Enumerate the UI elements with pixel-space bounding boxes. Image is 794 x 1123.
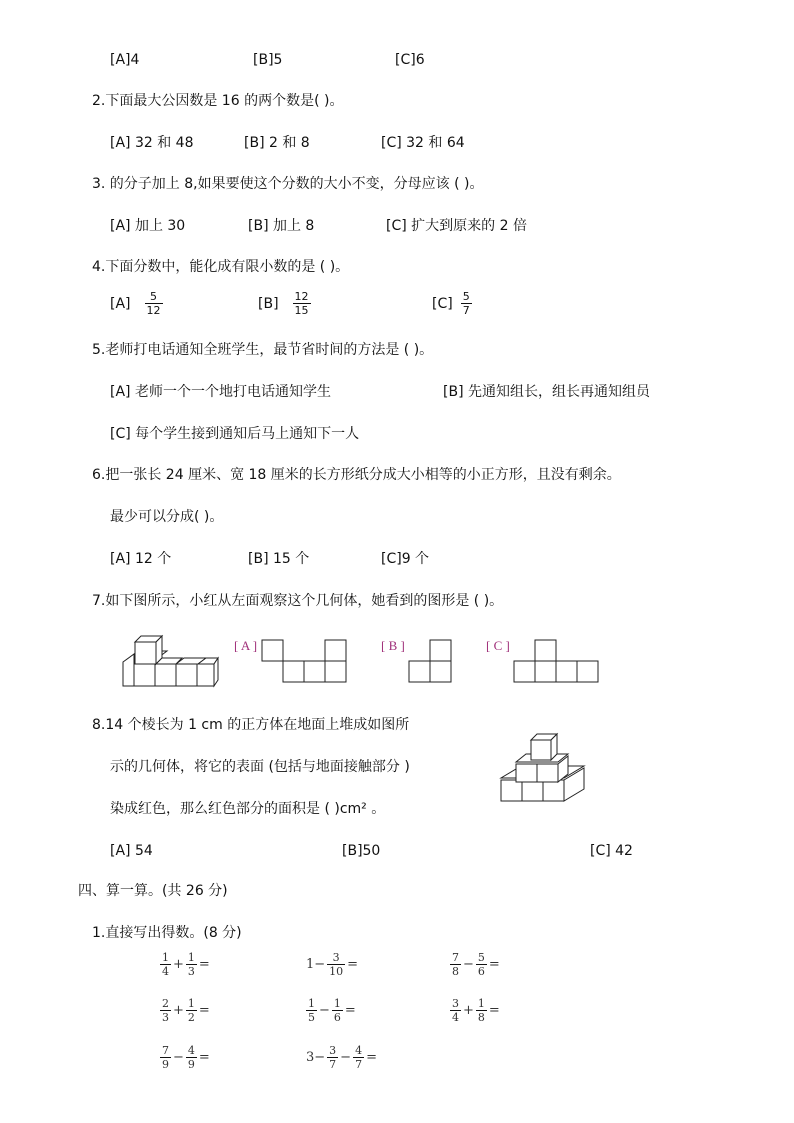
numerator: 3 — [329, 1044, 337, 1057]
q7-option-c-figure — [513, 638, 601, 684]
calc-r1c1 — [160, 952, 210, 977]
q3-option-c: [C] 扩大到原来的 2 倍 — [386, 218, 527, 234]
fraction — [160, 998, 171, 1023]
q6-stem: 6.把一张长 24 厘米、宽 18 厘米的长方形纸分成大小相等的小正方形，且没有剩余。 — [92, 467, 621, 483]
denominator: 3 — [187, 965, 195, 978]
denominator: 6 — [333, 1011, 341, 1024]
q8-pyramid-figure — [498, 728, 588, 804]
calc-r2c1 — [160, 998, 210, 1023]
lead: 3− — [306, 1050, 326, 1065]
q3-option-a: [A] 加上 30 — [110, 218, 186, 234]
denominator: 7 — [329, 1058, 337, 1071]
fraction — [306, 998, 317, 1023]
q7-solid-figure — [118, 632, 220, 690]
q4-stem: 4.下面分数中，能化成有限小数的是 ( )。 — [92, 259, 350, 275]
q5-option-c: [C] 每个学生接到通知后马上通知下一人 — [110, 426, 360, 442]
q8-stem-line1: 8.14 个棱长为 1 cm 的正方体在地面上堆成如图所 — [92, 717, 410, 733]
denominator: 5 — [308, 1011, 315, 1024]
denominator: 12 — [146, 304, 161, 317]
operator: − — [173, 1050, 184, 1065]
fraction — [327, 952, 345, 977]
q7-stem: 7.如下图所示，小红从左面观察这个几何体，她看到的图形是 ( )。 — [92, 593, 504, 609]
q4-option-c-label: [C] — [432, 295, 453, 312]
fraction — [476, 952, 487, 977]
q7-option-b-figure — [408, 638, 454, 684]
equals: = — [198, 1003, 210, 1018]
q5-stem: 5.老师打电话通知全班学生，最节省时间的方法是 ( )。 — [92, 342, 434, 358]
q4-option-b-fraction — [293, 291, 311, 316]
denominator: 4 — [162, 965, 169, 978]
q1-option-b: [B]5 — [253, 52, 283, 68]
q2-option-b: [B] 2 和 8 — [244, 135, 310, 151]
q2-option-a: [A] 32 和 48 — [110, 135, 194, 151]
q4-option-a-fraction — [145, 291, 163, 316]
calc-r3c1 — [160, 1045, 210, 1070]
q2-option-c: [C] 32 和 64 — [381, 135, 465, 151]
q7-option-a-label: [ A ] — [234, 638, 258, 653]
q8-option-b: [B]50 — [342, 843, 381, 859]
fraction — [186, 998, 197, 1023]
q7-option-b-label: [ B ] — [381, 638, 405, 653]
equals: = — [198, 957, 210, 972]
q7-option-a-figure — [261, 638, 349, 684]
fraction — [186, 952, 197, 977]
operator: + — [463, 1003, 474, 1018]
numerator: 7 — [162, 1044, 169, 1057]
q6-option-b: [B] 15 个 — [248, 551, 310, 567]
q6-option-a: [A] 12 个 — [110, 551, 172, 567]
q8-option-c: [C] 42 — [590, 843, 633, 859]
equals: = — [344, 1003, 356, 1018]
denominator: 7 — [462, 304, 470, 317]
calc-r3c2 — [306, 1045, 377, 1070]
fraction — [353, 1045, 364, 1070]
q4-option-b — [258, 291, 311, 316]
section-4-title: 四、算一算。(共 26 分) — [78, 883, 228, 899]
numerator: 1 — [477, 997, 485, 1010]
q4-option-a — [110, 291, 163, 316]
fraction — [327, 1045, 338, 1070]
equals: = — [488, 1003, 500, 1018]
lead: 1− — [306, 957, 326, 972]
denominator: 9 — [162, 1058, 169, 1071]
numerator: 3 — [327, 952, 345, 965]
denominator: 8 — [477, 1011, 485, 1024]
q8-stem-line2: 示的几何体，将它的表面 (包括与地面接触部分 ) — [110, 759, 410, 775]
numerator: 1 — [187, 997, 195, 1010]
q3-option-b: [B] 加上 8 — [248, 218, 315, 234]
q3-stem: 3. 的分子加上 8,如果要使这个分数的大小不变，分母应该 ( )。 — [92, 176, 484, 192]
q5-option-b: [B] 先通知组长，组长再通知组员 — [443, 384, 650, 400]
denominator: 4 — [452, 1011, 459, 1024]
q6-stem-continued: 最少可以分成( )。 — [110, 509, 224, 525]
denominator: 8 — [452, 965, 459, 978]
numerator: 2 — [162, 997, 169, 1010]
numerator: 4 — [187, 1044, 195, 1057]
equals: = — [488, 957, 500, 972]
calc-r2c3 — [450, 998, 500, 1023]
numerator: 5 — [477, 951, 485, 964]
equals: = — [366, 1050, 377, 1065]
operator: − — [463, 957, 474, 972]
denominator: 2 — [187, 1011, 195, 1024]
calc-r2c2 — [306, 998, 356, 1023]
denominator: 15 — [294, 304, 309, 317]
operator: + — [173, 957, 184, 972]
q6-option-c: [C]9 个 — [381, 551, 430, 567]
q8-option-a: [A] 54 — [110, 843, 153, 859]
denominator: 3 — [162, 1011, 169, 1024]
numerator: 5 — [462, 290, 470, 303]
q4-option-a-label: [A] — [110, 295, 131, 312]
equals: = — [198, 1050, 210, 1065]
numerator: 3 — [452, 997, 459, 1010]
calc-r1c3 — [450, 952, 500, 977]
q7-option-c-label: [ C ] — [486, 638, 510, 653]
q4-option-b-label: [B] — [258, 295, 279, 312]
fraction — [160, 1045, 171, 1070]
fraction — [160, 952, 171, 977]
numerator: 1 — [162, 951, 169, 964]
q8-stem-line3: 染成红色，那么红色部分的面积是 ( )cm² 。 — [110, 801, 386, 817]
numerator: 5 — [145, 291, 163, 304]
fraction — [186, 1045, 197, 1070]
fraction — [450, 998, 461, 1023]
denominator: 10 — [329, 965, 344, 978]
q1-option-c: [C]6 — [395, 52, 425, 68]
fraction — [332, 998, 343, 1023]
section-4-q1-title: 1.直接写出得数。(8 分) — [92, 925, 242, 941]
operator: + — [173, 1003, 184, 1018]
fraction — [476, 998, 487, 1023]
numerator: 1 — [308, 997, 315, 1010]
numerator: 1 — [333, 997, 341, 1010]
numerator: 12 — [294, 290, 309, 303]
calc-r1c2 — [306, 952, 358, 977]
q4-option-c-fraction — [461, 291, 472, 316]
q4-option-c — [432, 291, 472, 316]
fraction — [450, 952, 461, 977]
q1-option-a: [A]4 — [110, 52, 140, 68]
operator: − — [340, 1050, 352, 1065]
equals: = — [347, 957, 359, 972]
q5-option-a: [A] 老师一个一个地打电话通知学生 — [110, 384, 331, 400]
denominator: 7 — [355, 1058, 363, 1071]
operator: − — [319, 1003, 330, 1018]
denominator: 9 — [187, 1058, 195, 1071]
denominator: 6 — [477, 965, 485, 978]
q2-stem: 2.下面最大公因数是 16 的两个数是( )。 — [92, 93, 344, 109]
numerator: 7 — [452, 951, 459, 964]
numerator: 1 — [187, 951, 195, 964]
numerator: 4 — [355, 1044, 363, 1057]
